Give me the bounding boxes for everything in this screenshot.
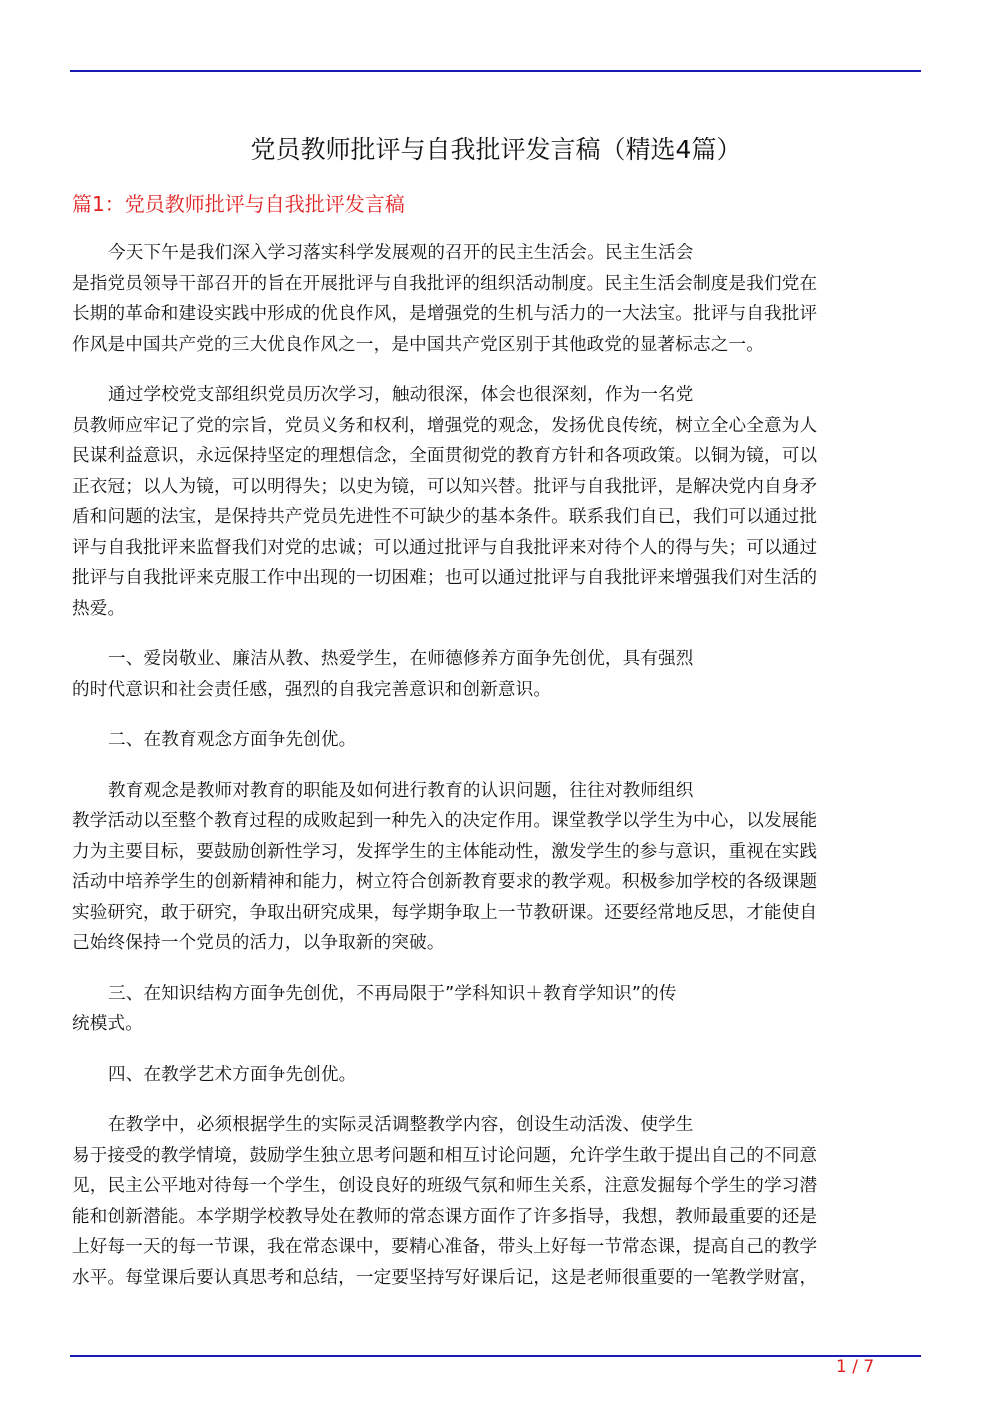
paragraph-line: 是指党员领导干部召开的旨在开展批评与自我批评的组织活动制度。民主生活会制度是我们党在 [72,273,818,294]
paragraph-line: 能和创新潜能。本学期学校教导处在教师的常态课方面作了许多指导，我想，教师最重要的还是 [72,1206,818,1227]
paragraph-line: 水平。每堂课后要认真思考和总结，一定要坚持写好课后记，这是老师很重要的一笔教学财富， [72,1267,818,1288]
paragraph-line: 民谋利益意识，永远保持坚定的理想信念，全面贯彻党的教育方针和各项政策。以铜为镜，可以 [72,446,818,466]
paragraph-line: 三、在知识结构方面争先创优，不再局限于”学科知识＋教育学知识”的传 [108,983,677,1004]
paragraph [72,1060,924,1091]
paragraph [72,1110,924,1293]
paragraph-line: 正衣冠；以人为镜，可以明得失；以史为镜，可以知兴替。批评与自我批评，是解决党内自身矛 [72,476,818,497]
document-body [72,238,924,1313]
paragraph-line: 长期的革命和建设实践中形成的优良作风，是增强党的生机与活力的一大法宝。批评与自我批评 [72,304,818,324]
paragraph-line: 员教师应牢记了党的宗旨，党员义务和权利，增强党的观念，发扬优良传统，树立全心全意为人 [72,415,818,436]
paragraph-line: 通过学校党支部组织党员历次学习，触动很深，体会也很深刻，作为一名党 [108,385,694,405]
paragraph-line: 批评与自我批评来克服工作中出现的一切困难；也可以通过批评与自我批评来增强我们对生活的 [72,568,818,588]
paragraph [72,380,924,624]
paragraph-line: 评与自我批评来监督我们对党的忠诚；可以通过批评与自我批评来对待个人的得与失；可以通过 [72,537,818,558]
paragraph-line: 易于接受的教学情境，鼓励学生独立思考问题和相互讨论问题，允许学生敢于提出自己的不同意 [72,1145,818,1166]
paragraph-line: 活动中培养学生的创新精神和能力，树立符合创新教育要求的教学观。积极参加学校的各级课题 [72,872,818,892]
paragraph-line: 今天下午是我们深入学习落实科学发展观的召开的民主生活会。民主生活会 [108,243,694,263]
paragraph-line: 在教学中，必须根据学生的实际灵活调整教学内容，创设生动活泼、使学生 [108,1115,694,1135]
paragraph [72,979,924,1040]
paragraph [72,725,924,756]
paragraph-line: 热爱。 [72,598,126,619]
paragraph-line: 二、在教育观念方面争先创优。 [108,730,357,750]
paragraph-line: 己始终保持一个党员的活力，以争取新的突破。 [72,933,445,953]
paragraph-line: 一、爱岗敬业、廉洁从教、热爱学生，在师德修养方面争先创优，具有强烈 [108,649,694,669]
header-rule [70,70,921,72]
paragraph-line: 统模式。 [72,1014,143,1034]
paragraph-line: 盾和问题的法宝，是保持共产党员先进性不可缺少的基本条件。联系我们自已，我们可以通过批 [72,507,818,527]
paragraph-line: 的时代意识和社会责任感，强烈的自我完善意识和创新意识。 [72,679,552,700]
footer-rule [70,1355,921,1357]
paragraph-line: 上好每一天的每一节课，我在常态课中，要精心准备，带头上好每一节常态课，提高自己的教学 [72,1237,818,1257]
paragraph-line: 教学活动以至整个教育过程的成败起到一种先入的决定作用。课堂教学以学生为中心，以发展能 [72,811,818,831]
document-title: 党员教师批评与自我批评发言稿（精选4篇） [250,135,742,164]
paragraph-line: 力为主要目标，要鼓励创新性学习，发挥学生的主体能动性，激发学生的参与意识，重视在实践 [72,841,818,862]
paragraph [72,644,924,705]
section-heading: 篇1：党员教师批评与自我批评发言稿 [72,192,405,216]
page-number: 1 / 7 [836,1357,875,1377]
paragraph-line: 作风是中国共产党的三大优良作风之一，是中国共产党区别于其他政党的显著标志之一。 [72,334,765,355]
paragraph-line: 实验研究，敢于研究，争取出研究成果，每学期争取上一节教研课。还要经常地反思，才能使自 [72,902,818,923]
paragraph [72,238,924,360]
paragraph [72,776,924,959]
paragraph-line: 见，民主公平地对待每一个学生，创设良好的班级气氛和师生关系，注意发掘每个学生的学习潜 [72,1176,818,1196]
paragraph-line: 教育观念是教师对教育的职能及如何进行教育的认识问题，往往对教师组织 [108,780,694,801]
paragraph-line: 四、在教学艺术方面争先创优。 [108,1064,357,1085]
